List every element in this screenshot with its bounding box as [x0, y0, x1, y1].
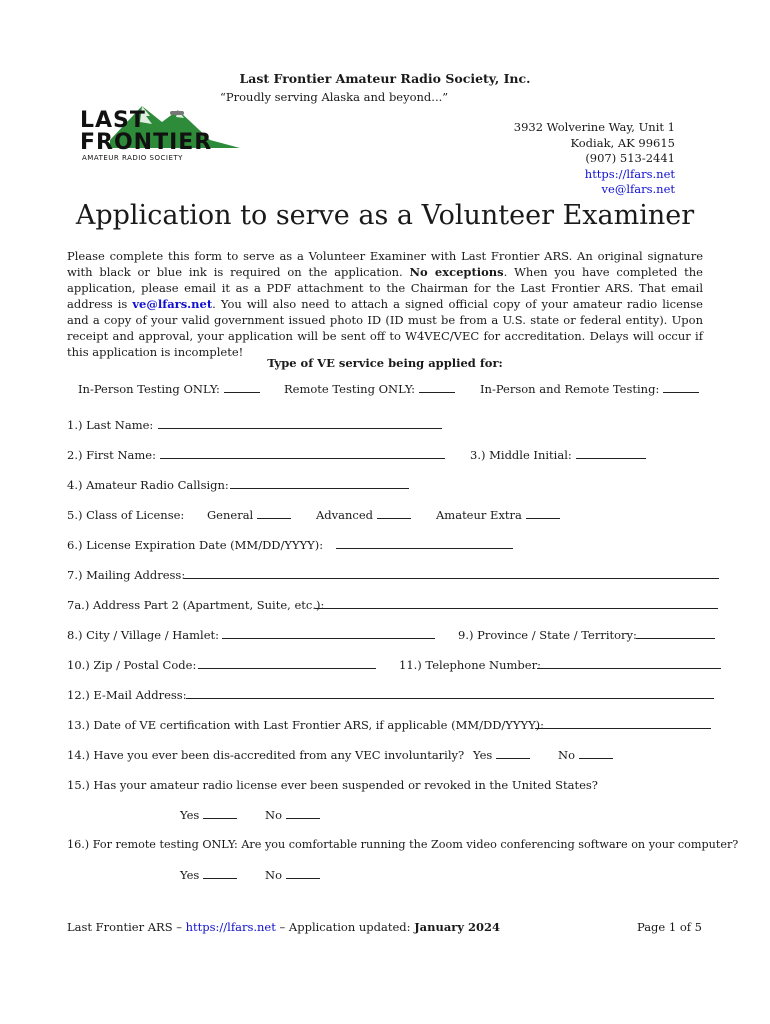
service-in-person-label: In-Person Testing ONLY: [78, 382, 220, 396]
logo-line2: FRONTIER [80, 130, 213, 155]
license-expiration-field[interactable] [336, 548, 513, 549]
service-remote [284, 382, 455, 396]
ve-cert-date-field[interactable] [535, 728, 711, 729]
disaccredited-no-label: No [558, 748, 575, 762]
address-block [514, 120, 675, 198]
first-name-label: 2.) First Name: [67, 448, 156, 462]
suspended-no [265, 808, 320, 822]
address-part2-label: 7a.) Address Part 2 (Apartment, Suite, etc.): [67, 598, 325, 612]
logo-line1: LAST [80, 108, 146, 133]
zoom-yes [180, 868, 237, 882]
zip-field[interactable] [198, 668, 376, 669]
suspended-no-label: No [265, 808, 282, 822]
email-link[interactable]: ve@lfars.net [601, 182, 675, 196]
address-part2-field[interactable] [315, 608, 718, 609]
mailing-address-label: 7.) Mailing Address: [67, 568, 186, 582]
lfars-logo [80, 100, 245, 162]
telephone-label: 11.) Telephone Number: [399, 658, 541, 672]
license-extra [436, 508, 560, 522]
footer-link[interactable]: https://lfars.net [185, 920, 276, 934]
zoom-yes-field[interactable] [203, 868, 237, 879]
intro-text-1: Please complete this form to serve as a Volunteer Examiner with Last Frontier ARS. An original signature with black or blue ink is required on the application. [67, 249, 703, 279]
license-advanced-field[interactable] [377, 508, 411, 519]
mailing-address-field[interactable] [184, 578, 719, 579]
last-name-field[interactable] [158, 428, 442, 429]
middle-initial-label: 3.) Middle Initial: [470, 448, 572, 462]
org-name: Last Frontier Amateur Radio Society, Inc. [239, 71, 531, 86]
service-remote-label: Remote Testing ONLY: [284, 382, 416, 396]
footer-date: January 2024 [414, 920, 501, 934]
zoom-no-field[interactable] [286, 868, 320, 879]
service-both [480, 382, 699, 396]
zoom-no-label: No [265, 868, 282, 882]
logo-line3: AMATEUR RADIO SOCIETY [82, 154, 183, 162]
disaccredited-question: 14.) Have you ever been dis-accredited from any VEC involuntarily? [67, 748, 465, 762]
disaccredited-no [558, 748, 613, 762]
address-city: Kodiak, AK 99615 [570, 135, 675, 150]
license-advanced [316, 508, 411, 522]
license-general-label: General [207, 508, 254, 522]
zoom-question: 16.) For remote testing ONLY: Are you comfortable running the Zoom video conferencing software on your computer? [67, 838, 739, 851]
address-phone: (907) 513-2441 [585, 151, 675, 165]
suspended-no-field[interactable] [286, 808, 320, 819]
suspended-question: 15.) Has your amateur radio license ever been suspended or revoked in the United States? [67, 778, 598, 792]
city-field[interactable] [222, 638, 435, 639]
license-advanced-label: Advanced [316, 508, 374, 522]
license-general-field[interactable] [257, 508, 291, 519]
email-address-field[interactable] [186, 698, 714, 699]
suspended-yes-label: Yes [180, 808, 200, 822]
intro-text-3: . You will also need to attach a signed official copy of your amateur radio license and a copy of your valid government issued photo ID (ID must be from a U.S. state or federal entity). Upon receipt and approval, your application will be sent off to W4VEC/VEC for accreditation. Delays will occur if this application is incomplete! [67, 297, 703, 359]
page-number: Page 1 of 5 [636, 920, 702, 934]
disaccredited-yes-label: Yes [473, 748, 493, 762]
intro-email-link[interactable]: ve@lfars.net [132, 297, 213, 311]
tagline: “Proudly serving Alaska and beyond...” [220, 90, 449, 104]
disaccredited-no-field[interactable] [579, 748, 613, 759]
telephone-field[interactable] [537, 668, 721, 669]
first-name-field[interactable] [160, 458, 445, 459]
zip-label: 10.) Zip / Postal Code: [67, 658, 197, 672]
service-in-person [78, 382, 260, 396]
license-expiration-label: 6.) License Expiration Date (MM/DD/YYYY): [67, 538, 324, 552]
no-exceptions-text: No exceptions [409, 265, 504, 279]
footer-org: Last Frontier ARS – [67, 920, 186, 934]
footer-left [67, 920, 500, 934]
intro-text-2: . When you have completed the application, please email it as a PDF attachment to the Chairman for the Last Frontier ARS. That email address is [67, 265, 703, 311]
license-class-label: 5.) Class of License: [67, 508, 185, 522]
disaccredited-yes-field[interactable] [496, 748, 530, 759]
footer-updated-label: – Application updated: [275, 920, 415, 934]
service-heading: Type of VE service being applied for: [267, 356, 503, 370]
license-extra-field[interactable] [526, 508, 560, 519]
license-general [207, 508, 291, 522]
page-title: Application to serve as a Volunteer Examiner [75, 200, 695, 231]
state-field[interactable] [636, 638, 715, 639]
middle-initial-field[interactable] [576, 458, 646, 459]
website-link[interactable]: https://lfars.net [584, 166, 675, 181]
ve-cert-date-label: 13.) Date of VE certification with Last Frontier ARS, if applicable (MM/DD/YYYY): [67, 718, 545, 732]
callsign-label: 4.) Amateur Radio Callsign: [67, 478, 229, 492]
last-name-label: 1.) Last Name: [67, 418, 154, 432]
state-label: 9.) Province / State / Territory: [458, 628, 637, 642]
city-label: 8.) City / Village / Hamlet: [67, 628, 220, 642]
service-both-field[interactable] [663, 382, 699, 393]
zoom-yes-label: Yes [180, 868, 200, 882]
address-street: 3932 Wolverine Way, Unit 1 [513, 120, 675, 134]
service-in-person-field[interactable] [224, 382, 260, 393]
zoom-no [265, 868, 320, 882]
service-both-label: In-Person and Remote Testing: [480, 382, 660, 396]
callsign-field[interactable] [230, 488, 409, 489]
intro-paragraph [67, 248, 703, 360]
service-remote-field[interactable] [419, 382, 455, 393]
suspended-yes [180, 808, 237, 822]
email-address-label: 12.) E-Mail Address: [67, 688, 187, 702]
disaccredited-yes [473, 748, 530, 762]
suspended-yes-field[interactable] [203, 808, 237, 819]
license-extra-label: Amateur Extra [436, 508, 522, 522]
